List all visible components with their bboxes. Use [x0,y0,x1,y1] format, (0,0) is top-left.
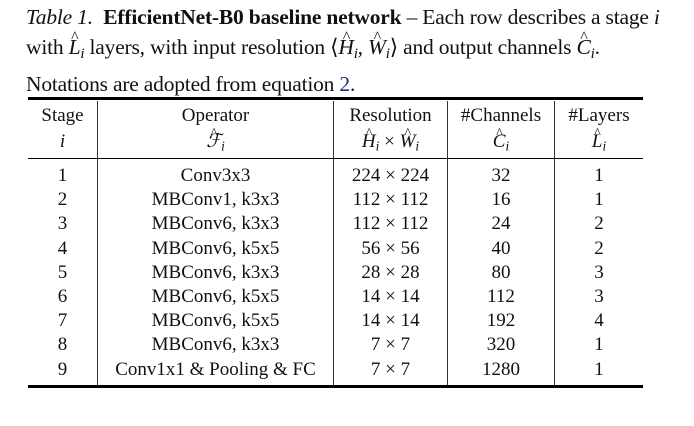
column-header [555,104,643,158]
table-cell-operator: MBConv6, k3x3 [151,261,280,283]
caption-text: with [26,35,69,59]
column-header [28,104,97,154]
table-cell-resolution: 112 × 112 [352,189,429,211]
caption-label: Table 1. [26,5,93,29]
table-cell-layers: 4 [594,310,604,332]
table-cell-resolution: 14 × 14 [361,286,420,307]
table-cell-layers: 1 [594,334,604,356]
table-cell-channels: 40 [491,237,511,259]
header-symbol: ^ $L_i$ [555,130,643,158]
table-cell-channels: 112 [487,286,515,307]
table-cell-channels: 320 [486,334,516,356]
table-cell-stage: 4 [57,237,68,259]
table-cell-layers: 2 [594,213,604,235]
caption-text: and output channels [397,35,577,59]
math-L: ^ $L_i$ [69,35,85,59]
table-cell-resolution: 112 × 112 [352,213,429,235]
table-cell-layers: 3 [594,261,604,283]
table-cell-channels: 80 [491,261,511,283]
table-cell-channels: 24 [491,213,511,235]
table-cell-operator: MBConv6, k5x5 [151,286,280,307]
table-cell-operator: MBConv6, k3x3 [151,213,280,235]
header-symbol: ^ ℱ$_i$ [98,130,333,158]
header-label: Stage [41,105,84,126]
caption-title: EfficientNet-B0 baseline network [103,5,402,29]
table-cell-resolution: 14 × 14 [361,310,420,332]
column-header [334,104,447,158]
table-cell-stage: 3 [57,213,68,235]
table-cell-layers: 1 [594,189,604,211]
table-cell-stage: 5 [57,261,68,283]
table-cell-operator: Conv1x1 & Pooling & FC [115,358,316,380]
math-i: i [653,5,660,29]
table-cell-resolution: 56 × 56 [361,237,420,259]
header-symbol: ^ $C_i$ [448,130,554,158]
equation-link[interactable]: 2 [339,71,350,96]
table-cell-resolution: 28 × 28 [361,261,420,283]
header-symbol: i [59,131,66,152]
caption-text: . Notations are adopted from equation [26,35,600,96]
table-cell-layers: 3 [594,286,604,307]
header-label: #Channels [460,105,542,126]
caption-text: layers, with input resolution [84,35,331,59]
table-cell-operator: MBConv1, k3x3 [151,189,280,211]
table-cell-channels: 16 [491,189,511,211]
caption-text: . [349,71,356,96]
table-cell-resolution: 224 × 224 [351,165,430,186]
table-cell-stage: 7 [57,310,68,332]
header-label: Resolution [349,105,432,126]
table-cell-stage: 1 [57,165,68,186]
table-cell-layers: 1 [594,165,604,186]
table-cell-stage: 6 [57,286,68,307]
table-cell-resolution: 7 × 7 [370,358,411,380]
column-header [98,104,333,158]
math-C: ^ $C_i$ [576,35,594,59]
table-cell-resolution: 7 × 7 [370,334,411,356]
table-cell-channels: 192 [486,310,516,332]
header-label: Operator [181,105,250,126]
table-cell-stage: 8 [57,334,68,356]
table-cell-operator: MBConv6, k5x5 [151,310,280,332]
table-cell-layers: 2 [594,237,604,259]
table-cell-operator: MBConv6, k3x3 [151,334,280,356]
caption-text: – Each row describes a stage [401,5,654,29]
table-cell-channels: 32 [491,165,511,186]
top-rule [28,97,643,100]
header-symbol: ^ $H_i$ × ^ $W_i$ [334,130,447,158]
table-caption [26,2,686,99]
header-label: #Layers [568,105,630,126]
math-resolution: ⟨^ $H_i$, ^ $W_i⟩$ [330,35,398,59]
bottom-rule [28,385,643,388]
table-cell-stage: 9 [57,358,68,380]
table-cell-stage: 2 [57,189,68,211]
table-cell-operator: Conv3x3 [180,165,251,186]
table-cell-operator: MBConv6, k5x5 [151,237,280,259]
table-cell-channels: 1280 [482,358,520,380]
table-cell-layers: 1 [594,358,604,380]
column-header [448,104,554,158]
